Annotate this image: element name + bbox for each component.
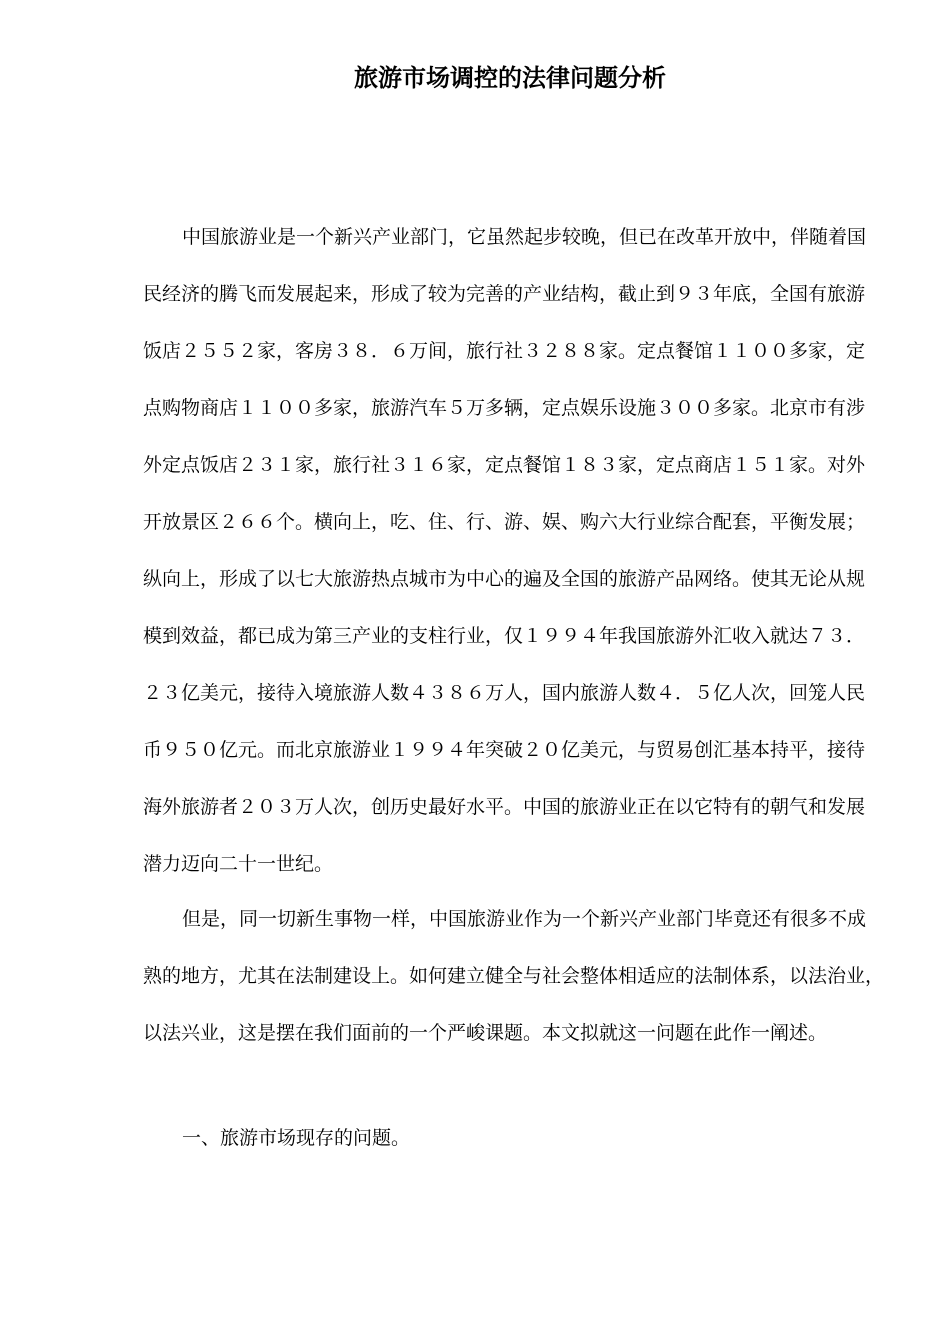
paragraph-line: 但是，同一切新生事物一样，中国旅游业作为一个新兴产业部门毕竟还有很多不成 bbox=[182, 908, 867, 930]
paragraph-line: 饭店２５５２家，客房３８．６万间，旅行社３２８８家。定点餐馆１１００多家，定 bbox=[143, 340, 866, 362]
section-heading: 一、旅游市场现存的问题。 bbox=[182, 1127, 411, 1149]
title-area bbox=[0, 0, 950, 140]
page-title: 旅游市场调控的法律问题分析 bbox=[354, 63, 666, 92]
paragraph-line: 开放景区２６６个。横向上，吃、住、行、游、娱、购六大行业综合配套，平衡发展； bbox=[143, 511, 866, 533]
paragraph-line: 熟的地方，尤其在法制建设上。如何建立健全与社会整体相适应的法制体系，以法治业， bbox=[143, 965, 885, 987]
paragraph-line: 潜力迈向二十一世纪。 bbox=[143, 853, 334, 875]
paragraph-line: 中国旅游业是一个新兴产业部门，它虽然起步较晚，但已在改革开放中，伴随着国 bbox=[182, 226, 867, 248]
paragraph-line: 币９５０亿元。而北京旅游业１９９４年突破２０亿美元，与贸易创汇基本持平，接待 bbox=[143, 739, 866, 761]
paragraph-line: 点购物商店１１００多家，旅游汽车５万多辆，定点娱乐设施３００多家。北京市有涉 bbox=[143, 397, 866, 419]
paragraph-line: 外定点饭店２３１家，旅行社３１６家，定点餐馆１８３家，定点商店１５１家。对外 bbox=[143, 454, 866, 476]
paragraph-line: 模到效益，都已成为第三产业的支柱行业，仅１９９４年我国旅游外汇收入就达７３． bbox=[143, 625, 866, 647]
paragraph-line: 以法兴业，这是摆在我们面前的一个严峻课题。本文拟就这一问题在此作一阐述。 bbox=[143, 1022, 828, 1044]
paragraph-line: ２３亿美元，接待入境旅游人数４３８６万人，国内旅游人数４．５亿人次，回笼人民 bbox=[143, 682, 866, 704]
paragraph-line: 海外旅游者２０３万人次，创历史最好水平。中国的旅游业正在以它特有的朝气和发展 bbox=[143, 796, 866, 818]
paragraph-line: 民经济的腾飞而发展起来，形成了较为完善的产业结构，截止到９３年底，全国有旅游 bbox=[143, 283, 866, 305]
paragraph-line: 纵向上，形成了以七大旅游热点城市为中心的遍及全国的旅游产品网络。使其无论从规 bbox=[143, 568, 866, 590]
